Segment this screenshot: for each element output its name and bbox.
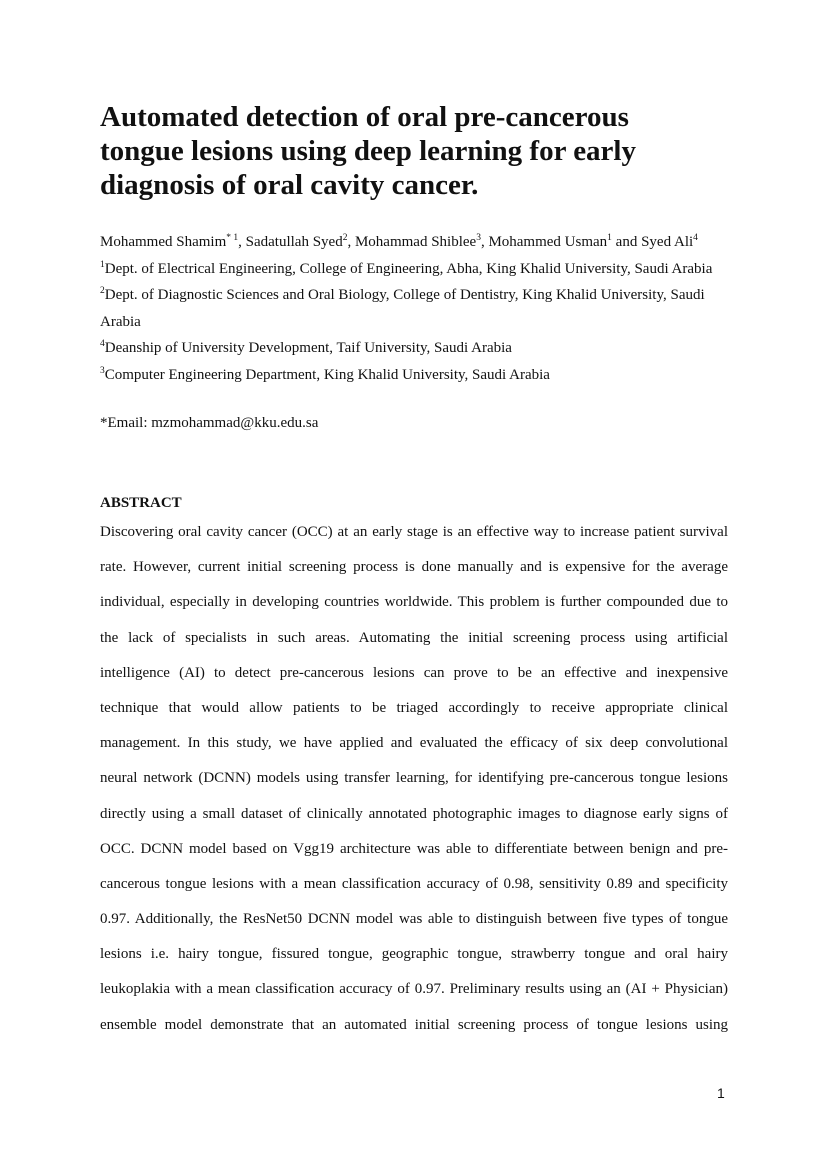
abstract-line: lesions i.e. hairy tongue, fissured tongue, geographic tongue, strawberry tongue and oral hairy: [100, 946, 728, 963]
corresponding-email: *Email: mzmohammad@kku.edu.sa: [100, 415, 319, 431]
abstract-line: directly using a small dataset of clinically annotated photographic images to diagnose early signs of: [100, 805, 728, 822]
affiliation-text: Computer Engineering Department, King Khalid University, Saudi Arabia: [104, 366, 550, 383]
author-affiliation-mark: * 1: [226, 233, 239, 243]
affiliation: [100, 282, 740, 309]
affiliation-continuation: Arabia: [100, 313, 141, 330]
affiliation-text: Deanship of University Development, Taif University, Saudi Arabia: [104, 340, 512, 356]
abstract-line: rate. However, current initial screening process is done manually and is expensive for the average: [100, 559, 728, 576]
title-line: tongue lesions using deep learning for early: [100, 135, 636, 167]
author-affiliation-mark: 2: [342, 233, 348, 243]
affiliation: [100, 256, 740, 283]
abstract-line: 0.97. Additionally, the ResNet50 DCNN model was able to distinguish between five types of tongue: [100, 911, 728, 928]
author-affiliation-mark: 3: [476, 233, 481, 243]
affiliation-text: Dept. of Electrical Engineering, College of Engineering, Abha, King Khalid University, Saudi Arabia: [104, 260, 713, 277]
author-name: Mohammed Shamim: [100, 234, 227, 250]
author-name: , Sadatullah Syed: [238, 234, 343, 250]
abstract-line: neural network (DCNN) models using transfer learning, for identifying pre-cancerous tongue lesions: [100, 770, 728, 787]
affiliation-mark: 4: [100, 339, 105, 349]
title-line: diagnosis of oral cavity cancer.: [100, 169, 479, 201]
title-line: Automated detection of oral pre-cancerous: [100, 101, 629, 133]
abstract-line: Discovering oral cavity cancer (OCC) at an early stage is an effective way to increase patient survival: [100, 524, 728, 540]
author-affiliation-mark: 1: [607, 233, 612, 243]
affiliation-mark: 2: [100, 286, 105, 296]
abstract-line: leukoplakia with a mean classification accuracy of 0.97. Preliminary results using an (AI + Physician): [100, 981, 728, 998]
abstract-line: individual, especially in developing countries worldwide. This problem is further compounded due to: [100, 594, 728, 611]
affiliation-mark: 1: [100, 259, 105, 270]
author-list: [100, 229, 740, 256]
page-number: 1: [717, 1085, 725, 1101]
abstract-line: OCC. DCNN model based on Vgg19 architecture was able to differentiate between benign and pre-: [100, 840, 728, 857]
abstract-line: ensemble model demonstrate that an automated initial screening process of tongue lesions using: [100, 1016, 728, 1033]
affiliation: [100, 335, 740, 362]
affiliation-text: Dept. of Diagnostic Sciences and Oral Biology, College of Dentistry, King Khalid University, Saudi: [104, 287, 705, 303]
author-name: , Mohammed Usman: [480, 234, 608, 250]
abstract-line: intelligence (AI) to detect pre-cancerous lesions can prove to be an effective and inexpensive: [100, 664, 728, 681]
author-block: [100, 229, 740, 388]
author-affiliation-mark: 4: [693, 233, 698, 243]
abstract-line: management. In this study, we have applied and evaluated the efficacy of six deep convolutional: [100, 735, 728, 752]
abstract-line: cancerous tongue lesions with a mean classification accuracy of 0.98, sensitivity 0.89 and specificity: [100, 875, 728, 892]
author-name: and Syed Ali: [611, 234, 694, 250]
affiliation-mark: 3: [100, 365, 105, 376]
abstract-line: the lack of specialists in such areas. Automating the initial screening process using artificial: [100, 629, 728, 646]
abstract-heading: ABSTRACT: [100, 495, 182, 511]
author-name: , Mohammad Shiblee: [347, 234, 477, 250]
affiliation: [100, 362, 740, 389]
abstract-body: [100, 519, 728, 1047]
abstract-line: technique that would allow patients to be triaged accordingly to receive appropriate clinical: [100, 699, 728, 716]
paper-title: [100, 100, 740, 202]
